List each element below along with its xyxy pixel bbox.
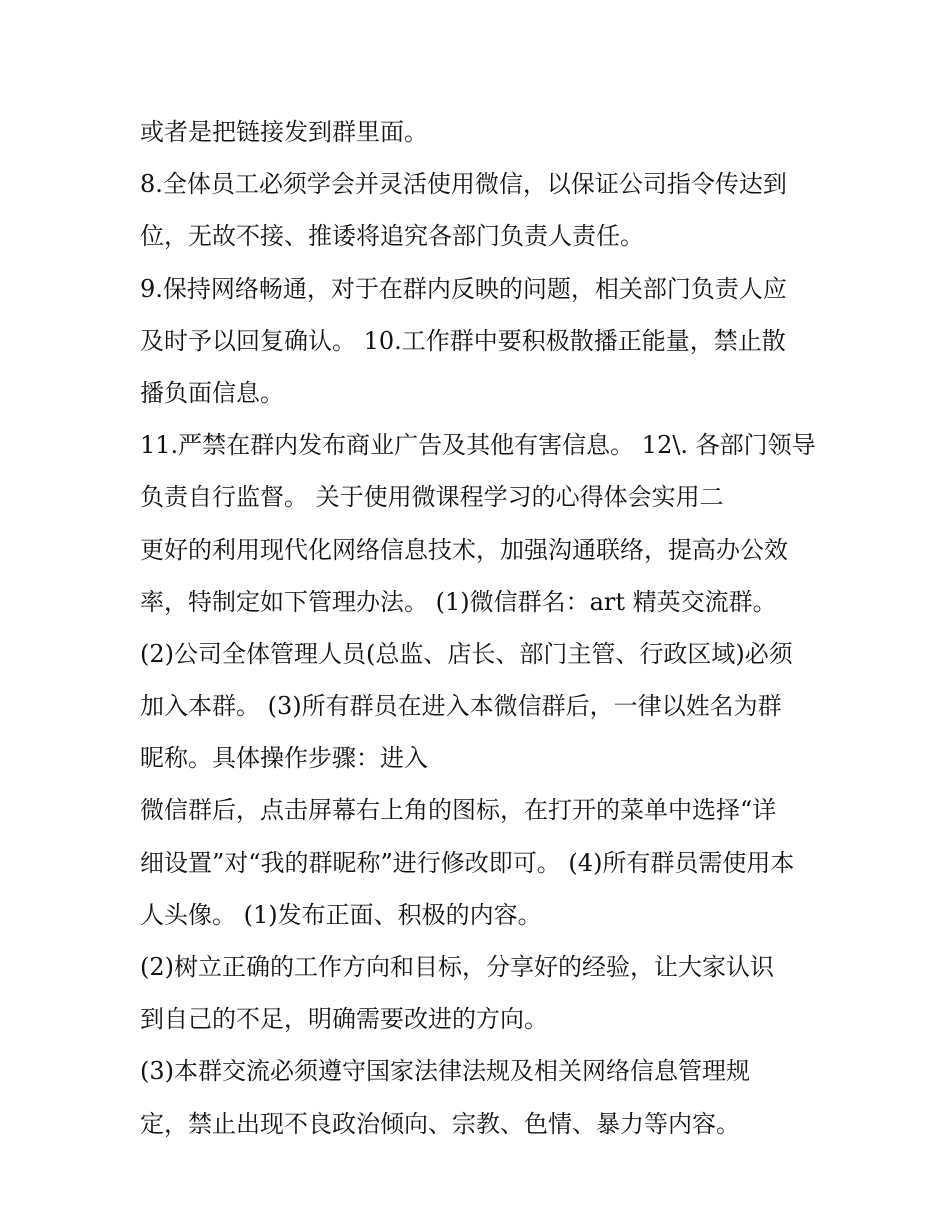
text-line: 定，禁止出现不良政治倾向、宗教、色情、暴力等内容。 <box>140 1109 740 1138</box>
text-line: 细设置”对“我的群昵称”进行修改即可。 (4)所有群员需使用本 <box>140 848 795 877</box>
text-line: 播负面信息。 <box>140 378 284 407</box>
text-line: 更好的利用现代化网络信息技术，加强沟通联络，提高办公效 <box>140 535 788 564</box>
text-line: 人头像。 (1)发布正面、积极的内容。 <box>140 900 542 929</box>
text-line: 负责自行监督。 关于使用微课程学习的心得体会实用二 <box>140 483 724 512</box>
text-line: (2)公司全体管理人员(总监、店长、部门主管、行政区域)必须 <box>140 639 793 668</box>
text-line: 9.保持网络畅通，对于在群内反映的问题，相关部门负责人应 <box>140 274 787 303</box>
text-line: 昵称。具体操作步骤：进入 <box>140 744 428 773</box>
text-line: 微信群后，点击屏幕右上角的图标，在打开的菜单中选择“详 <box>140 796 777 825</box>
text-line: 率，特制定如下管理办法。 (1)微信群名：art 精英交流群。 <box>140 587 777 616</box>
text-line: (2)树立正确的工作方向和目标，分享好的经验，让大家认识 <box>140 953 774 981</box>
text-line: 11.严禁在群内发布商业广告及其他有害信息。 12\. 各部门领导 <box>140 431 816 460</box>
text-line: 8.全体员工必须学会并灵活使用微信，以保证公司指令传达到 <box>140 170 787 199</box>
document-body <box>140 106 840 1150</box>
text-line: 位，无故不接、推诿将追究各部门负责人责任。 <box>140 222 644 251</box>
text-line: 到自己的不足，明确需要改进的方向。 <box>140 1005 548 1034</box>
text-line: 或者是把链接发到群里面。 <box>140 118 428 146</box>
text-line: 加入本群。 (3)所有群员在进入本微信群后，一律以姓名为群 <box>140 692 782 721</box>
text-line: 及时予以回复确认。 10.工作群中要积极散播正能量，禁止散 <box>140 326 786 355</box>
text-line: (3)本群交流必须遵守国家法律法规及相关网络信息管理规 <box>140 1057 750 1086</box>
